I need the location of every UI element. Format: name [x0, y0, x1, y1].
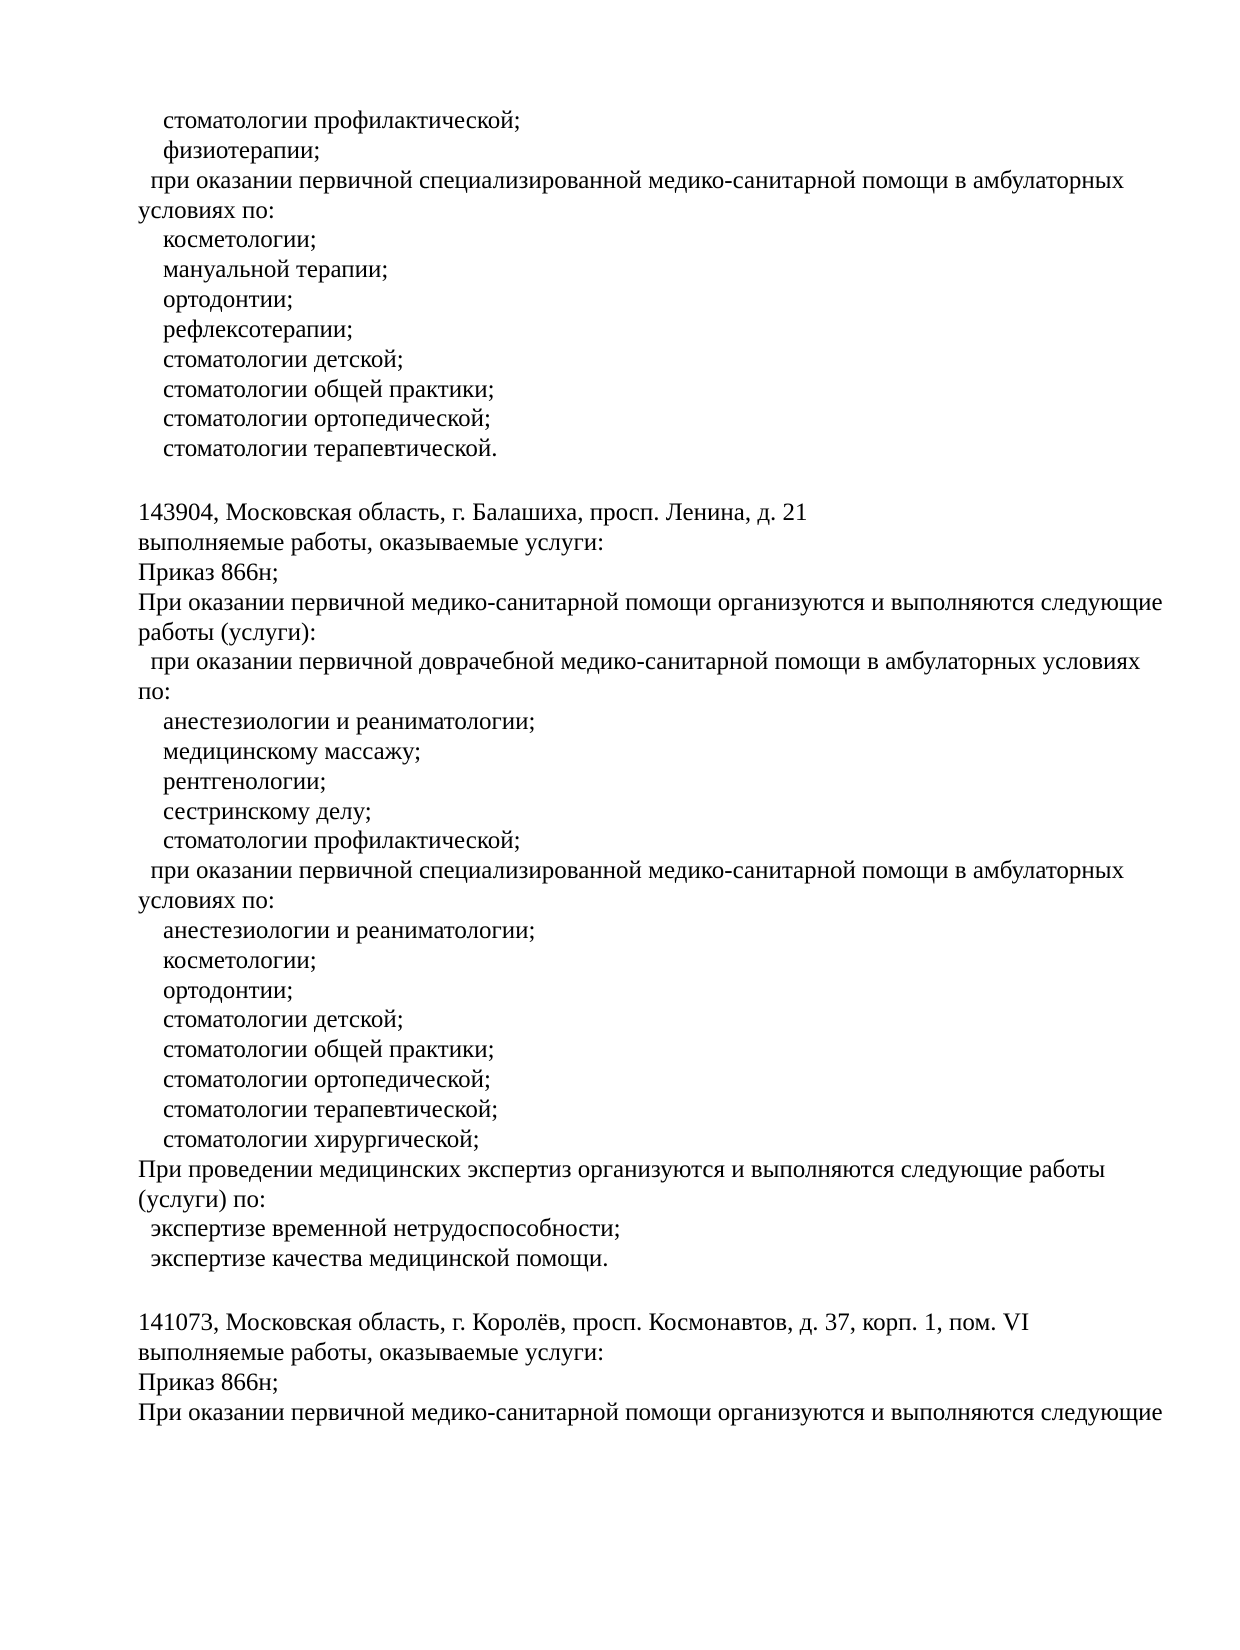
doc-line: условиях по:	[138, 887, 275, 915]
doc-line: анестезиологии и реаниматологии;	[138, 708, 536, 736]
doc-line: физиотерапии;	[138, 136, 321, 164]
doc-line: работы (услуги):	[138, 618, 317, 646]
doc-line: по:	[138, 678, 171, 706]
doc-line: сестринскому делу;	[138, 797, 372, 825]
doc-line: выполняемые работы, оказываемые услуги:	[138, 1338, 605, 1366]
doc-line: стоматологии терапевтической;	[138, 1096, 499, 1123]
section-address-korolev	[138, 1308, 1200, 1427]
doc-line: при оказании первичной специализированной медико-санитарной помощи в амбулаторных	[138, 166, 1125, 194]
address-line: 143904, Московская область, г. Балашиха, просп. Ленина, д. 21	[138, 499, 808, 527]
doc-line: при оказании первичной доврачебной медико-санитарной помощи в амбулаторных условиях	[138, 648, 1141, 676]
doc-line: стоматологии терапевтической.	[138, 435, 498, 463]
doc-line: стоматологии общей практики;	[138, 375, 495, 403]
doc-line: стоматологии профилактической;	[138, 827, 521, 855]
doc-line: рентгенологии;	[138, 767, 327, 795]
doc-line: рефлексотерапии;	[138, 315, 354, 343]
doc-line: стоматологии ортопедической;	[138, 405, 491, 433]
doc-line: косметологии;	[138, 226, 317, 254]
doc-line: (услуги) по:	[138, 1185, 266, 1213]
doc-line: стоматологии хирургической;	[138, 1125, 480, 1153]
doc-line: экспертизе качества медицинской помощи.	[138, 1245, 609, 1273]
doc-line: стоматологии ортопедической;	[138, 1066, 491, 1094]
doc-line: ортодонтии;	[138, 286, 294, 314]
doc-line: стоматологии профилактической;	[138, 107, 521, 134]
doc-line: При оказании первичной медико-санитарной помощи организуются и выполняются следующие	[138, 1398, 1163, 1426]
doc-line: анестезиологии и реаниматологии;	[138, 916, 536, 944]
doc-line: условиях по:	[138, 196, 275, 224]
doc-line: Приказ 866н;	[138, 558, 279, 586]
doc-line: Приказ 866н;	[138, 1368, 279, 1396]
doc-line: косметологии;	[138, 946, 317, 974]
doc-line: При оказании первичной медико-санитарной помощи организуются и выполняются следующие	[138, 588, 1163, 616]
doc-line: стоматологии общей практики;	[138, 1036, 495, 1064]
doc-line: ортодонтии;	[138, 976, 294, 1004]
address-line: 141073, Московская область, г. Королёв, просп. Космонавтов, д. 37, корп. 1, пом. VI	[138, 1309, 1030, 1337]
doc-line: стоматологии детской;	[138, 345, 404, 373]
doc-line: при оказании первичной специализированной медико-санитарной помощи в амбулаторных	[138, 857, 1125, 885]
doc-line: мануальной терапии;	[138, 256, 389, 284]
doc-line: стоматологии детской;	[138, 1006, 404, 1034]
doc-line: При проведении медицинских экспертиз организуются и выполняются следующие работы	[138, 1155, 1106, 1183]
doc-line: выполняемые работы, оказываемые услуги:	[138, 528, 605, 556]
section-address-balashikha	[138, 498, 1200, 1274]
section-services-continuation	[138, 106, 1200, 464]
doc-line: медицинскому массажу;	[138, 737, 422, 765]
doc-line: экспертизе временной нетрудоспособности;	[138, 1215, 621, 1243]
